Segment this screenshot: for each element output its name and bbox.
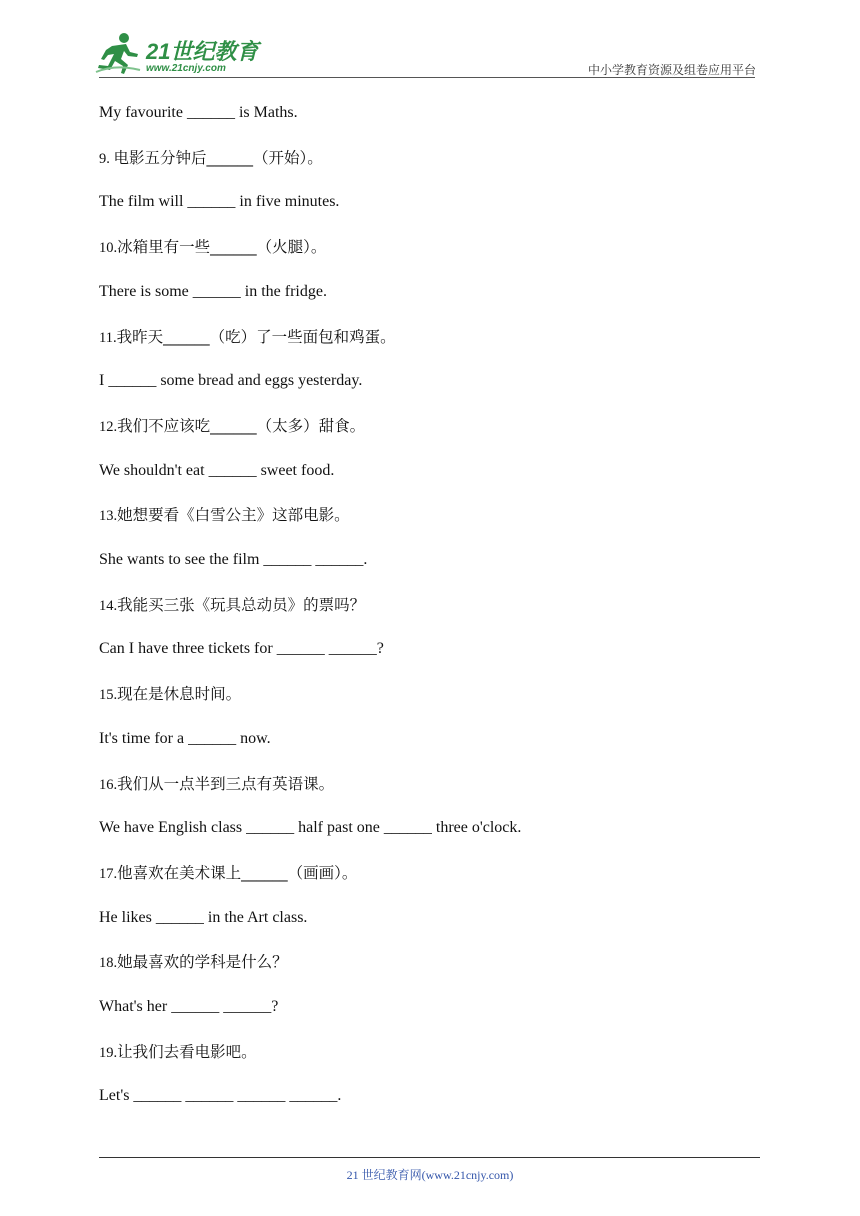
question-number: 16. <box>99 776 118 793</box>
question-prompt <box>99 505 350 526</box>
logo-text: 21世纪教育 <box>146 39 259 64</box>
answer-sentence <box>99 282 327 302</box>
footer-divider <box>99 1157 760 1158</box>
english-text: My favourite ______ is Maths. <box>99 104 298 121</box>
question-number: 19. <box>99 1044 118 1061</box>
question-prompt <box>99 327 396 348</box>
answer-sentence <box>99 550 367 570</box>
answer-sentence <box>99 908 307 928</box>
english-text: The film will ______ in five minutes. <box>99 193 340 211</box>
question-number: 11. <box>99 329 117 346</box>
question-number: 18. <box>99 955 118 972</box>
answer-sentence <box>99 729 271 749</box>
chinese-text: 我昨天______（吃）了一些面包和鸡蛋。 <box>116 327 396 346</box>
english-text: What's her ______ ______? <box>99 998 279 1015</box>
english-text: Let's ______ ______ ______ ______. <box>99 1087 342 1105</box>
question-prompt <box>99 237 326 258</box>
platform-title: 中小学教育资源及组卷应用平台 <box>587 63 756 77</box>
chinese-text: 冰箱里有一些______（火腿）。 <box>117 238 327 257</box>
question-prompt <box>99 1042 257 1063</box>
question-prompt <box>99 416 365 437</box>
chinese-text: 现在是休息时间。 <box>117 685 242 704</box>
english-text: She wants to see the film ______ ______. <box>99 551 368 568</box>
chinese-text: 我们不应该吃______（太多）甜食。 <box>117 416 366 435</box>
chinese-text: 电影五分钟后______（开始）。 <box>113 148 323 167</box>
answer-sentence <box>99 192 339 212</box>
logo-url: www.21cnjy.com <box>146 63 226 74</box>
answer-sentence <box>99 461 334 481</box>
english-text: I ______ some bread and eggs yesterday. <box>99 372 363 390</box>
chinese-text: 我们从一点半到三点有英语课。 <box>117 774 335 793</box>
english-text: We shouldn't eat ______ sweet food. <box>99 461 335 479</box>
english-text: It's time for a ______ now. <box>99 729 271 747</box>
chinese-text: 让我们去看电影吧。 <box>117 1042 257 1061</box>
question-number: 13. <box>99 508 118 525</box>
english-text: He likes ______ in the Art class. <box>99 908 308 926</box>
answer-sentence <box>99 997 278 1017</box>
chinese-text: 她想要看《白雪公主》这部电影。 <box>117 506 350 525</box>
site-logo[interactable] <box>94 30 264 80</box>
question-number: 12. <box>99 418 118 435</box>
footer-link[interactable]: 21 世纪教育网(www.21cnjy.com) <box>346 1168 514 1182</box>
answer-sentence <box>99 818 521 838</box>
question-prompt <box>99 774 334 795</box>
chinese-text: 我能买三张《玩具总动员》的票吗？ <box>117 595 366 614</box>
answer-sentence <box>99 103 298 123</box>
answer-sentence <box>99 639 384 659</box>
question-number: 9. <box>99 150 114 167</box>
english-text: There is some ______ in the fridge. <box>99 282 327 300</box>
question-prompt <box>99 595 365 616</box>
answer-sentence <box>99 371 362 391</box>
runner-logo-icon <box>94 30 146 76</box>
question-prompt <box>99 684 241 705</box>
page-header <box>0 0 860 90</box>
answer-sentence <box>99 1086 341 1106</box>
chinese-text: 他喜欢在美术课上______（画画）。 <box>117 863 358 882</box>
header-divider <box>99 77 755 78</box>
chinese-text: 她最喜欢的学科是什么？ <box>117 953 288 972</box>
question-number: 14. <box>99 597 118 614</box>
question-prompt <box>99 148 323 169</box>
question-number: 15. <box>99 687 118 704</box>
english-text: Can I have three tickets for ______ ______? <box>99 640 384 658</box>
english-text: We have English class ______ half past one ______ three o'clock. <box>99 819 522 837</box>
question-prompt <box>99 952 288 973</box>
question-number: 10. <box>99 240 118 257</box>
question-number: 17. <box>99 865 118 882</box>
question-prompt <box>99 863 357 884</box>
